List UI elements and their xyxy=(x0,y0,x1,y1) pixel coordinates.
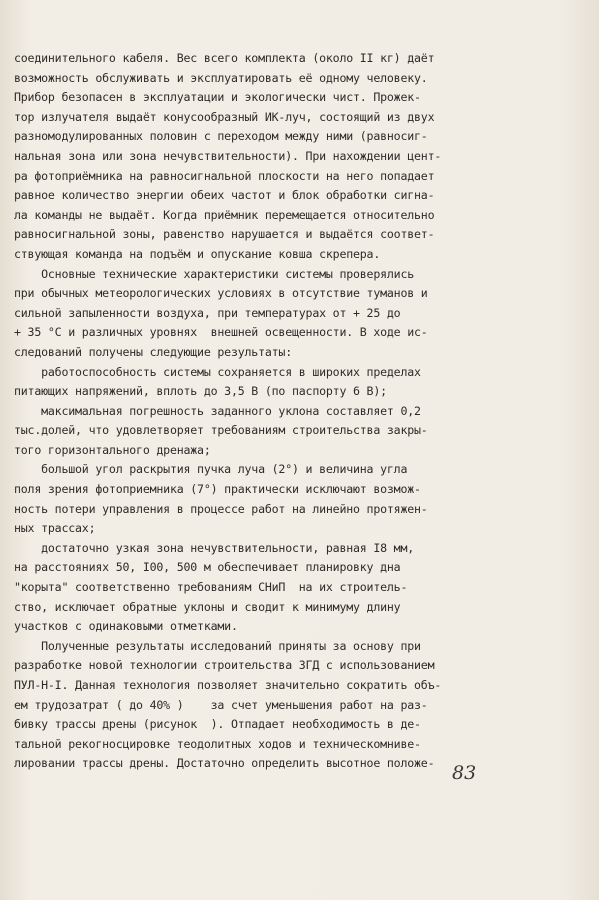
text-line: ствующая команда на подъём и опускание ковша скрепера. xyxy=(14,246,381,261)
text-line: лировании трассы дрены. Достаточно определить высотное положе- xyxy=(14,756,435,771)
text-line: при обычных метеорологических условиях в отсутствие туманов и xyxy=(14,286,428,301)
text-line: ла команды не выдаёт. Когда приёмник перемещается относительно xyxy=(14,207,435,222)
text-line: ность потери управления в процессе работ на линейно протяжен- xyxy=(14,501,428,516)
text-line: бивку трассы дрены (рисунок ). Отпадает необходимость в де- xyxy=(14,717,421,732)
text-line: на расстояниях 50, I00, 500 м обеспечивает планировку дна xyxy=(14,560,401,575)
text-line: работоспособность системы сохраняется в широких пределах xyxy=(14,364,421,379)
text-line: ство, исключает обратные уклоны и сводит к минимуму длину xyxy=(14,599,401,614)
text-line: разномодулированных половин с переходом между ними (равносиг- xyxy=(14,129,428,144)
text-line: Основные технические характеристики системы проверялись xyxy=(14,266,415,281)
text-line: максимальная погрешность заданного уклона составляет 0,2 xyxy=(14,403,421,418)
text-line: следований получены следующие результаты: xyxy=(14,344,292,359)
text-line: возможность обслуживать и эксплуатировать её одному человеку. xyxy=(14,70,428,85)
body-text xyxy=(14,49,574,774)
text-line: тыс.долей, что удовлетворяет требованиям строительства закры- xyxy=(14,423,428,438)
text-line: того горизонтального дренажа; xyxy=(14,442,211,457)
text-line: тор излучателя выдаёт конусообразный ИК-луч, состоящий из двух xyxy=(14,109,435,124)
text-line: участков с одинаковыми отметками. xyxy=(14,619,238,634)
text-line: + 35 °С и различных уровнях внешней освещенности. В ходе ис- xyxy=(14,325,428,340)
text-line: разработке новой технологии строительства ЗГД с использованием xyxy=(14,658,435,673)
text-line: большой угол раскрытия пучка луча (2°) и величина угла xyxy=(14,462,408,477)
text-line: "корыта" соответственно требованиям СНиП на их строитель- xyxy=(14,580,408,595)
text-line: сильной запыленности воздуха, при температурах от + 25 до xyxy=(14,305,401,320)
text-line: поля зрения фотоприемника (7°) практически исключают возмож- xyxy=(14,482,421,497)
text-line: ных трассах; xyxy=(14,521,96,536)
text-line: соединительного кабеля. Вес всего комплекта (около II кг) даёт xyxy=(14,51,435,65)
text-line: достаточно узкая зона нечувствительности, равная I8 мм, xyxy=(14,540,415,555)
page-number: 83 xyxy=(452,762,477,784)
text-line: ра фотоприёмника на равносигнальной плоскости на него попадает xyxy=(14,168,435,183)
text-line: нальная зона или зона нечувствительности). При нахождении цент- xyxy=(14,148,442,163)
text-line: ПУЛ-Н-I. Данная технология позволяет значительно сократить объ- xyxy=(14,678,442,692)
text-line: питающих напряжений, вплоть до 3,5 В (по паспорту 6 В); xyxy=(14,384,387,399)
text-line: равное количество энергии обеих частот и блок обработки сигна- xyxy=(14,188,435,203)
text-line: тальной рекогносцировке теодолитных ходов и техническомниве- xyxy=(14,736,421,751)
text-line: ем трудозатрат ( до 40% ) за счет уменьшения работ на раз- xyxy=(14,697,428,712)
text-line: равносигнальной зоны, равенство нарушается и выдаётся соответ- xyxy=(14,227,435,242)
text-line: Полученные результаты исследований приняты за основу при xyxy=(14,638,421,653)
text-line: Прибор безопасен в эксплуатации и экологически чист. Прожек- xyxy=(14,90,421,105)
